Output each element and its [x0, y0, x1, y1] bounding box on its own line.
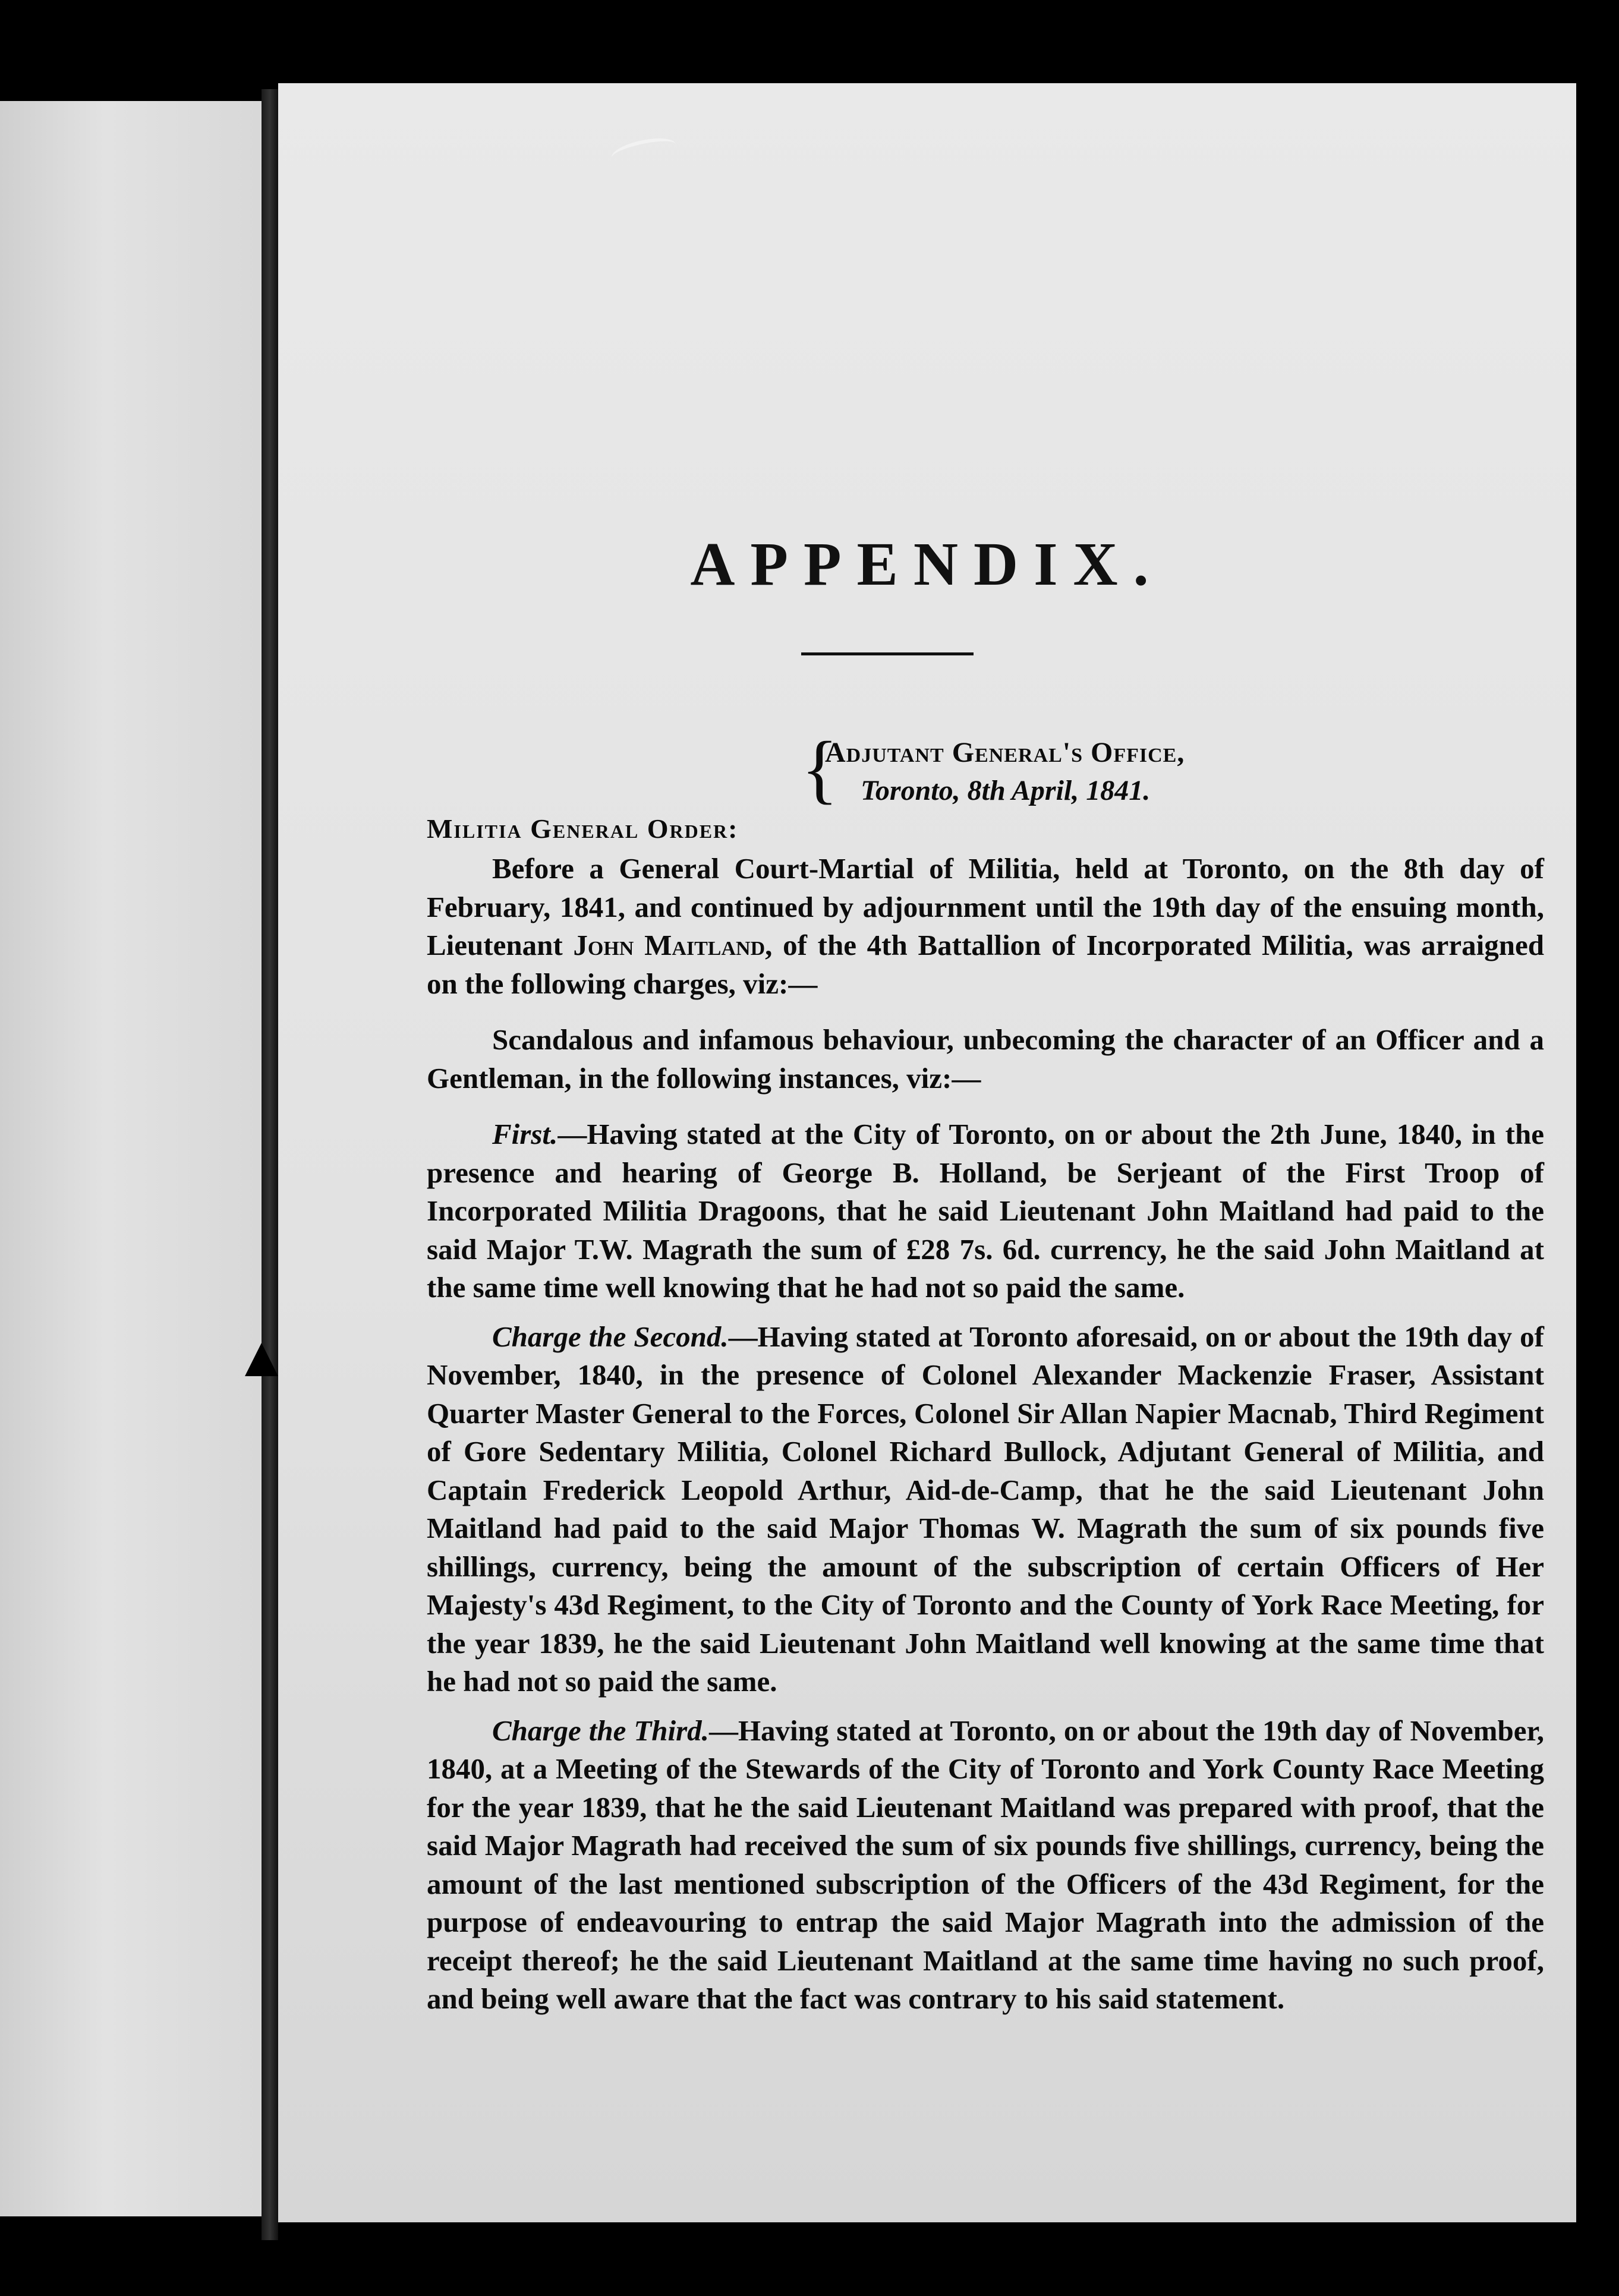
title-rule [801, 652, 974, 655]
document-body [427, 850, 1544, 2029]
page-title: APPENDIX. [690, 530, 1164, 598]
dateline-place-date: Toronto, 8th April, 1841. [861, 775, 1151, 806]
scandalous-paragraph: Scandalous and infamous behaviour, unbecoming the character of an Officer and a Gentleman, in the following instances, viz:— [427, 1023, 1544, 1095]
dateline-office: Adjutant General's Office, [825, 737, 1185, 768]
dateline [801, 726, 1185, 812]
intro-paragraph [427, 850, 1544, 1003]
third-charge-label: Charge the Third. [492, 1714, 709, 1747]
first-charge-label: First. [492, 1118, 558, 1150]
second-charge-label: Charge the Second. [492, 1320, 729, 1353]
intro-part2: , of the 4th Battallion of Incorporated Militia, was arraigned on the following charges, viz:— [427, 929, 1544, 1000]
first-charge-text: —Having stated at the City of Toronto, on or about the 2th June, 1840, in the presence and hearing of George B. Holland, be Serjeant of the First Troop of Incorporated Militia Dragoons, that he said Lieutenant John Maitland had paid to the said Major T.W. Magrath the sum of £28 7s. 6d. currency, he the said John Maitland at the same time well knowing that he had not so paid the same. [427, 1118, 1544, 1304]
brace-glyph: { [801, 726, 839, 812]
intro-part1: Before a General Court-Martial of Militia, held at Toronto, on the 8th day of February, 1841, and continued by adjournment until the 19th day of the ensuing month, Lieutenant [427, 852, 1544, 961]
first-charge-paragraph [427, 1115, 1544, 1307]
third-charge-paragraph [427, 1712, 1544, 2019]
spine-mark [245, 1343, 278, 1376]
order-heading: Militia General Order: [427, 813, 739, 844]
second-charge-paragraph [427, 1318, 1544, 1701]
third-charge-text: —Having stated at Toronto, on or about the 19th day of November, 1840, at a Meeting of the Stewards of the City of Toronto and York County Race Meeting for the year 1839, that he the said Lieutenant Maitland was prepared with proof, that the said Major Magrath had received the sum of six pounds five shillings, currency, being the amount of the last mentioned subscription of the Officers of the 43d Regiment, for the purpose of endeavouring to entrap the said Major Magrath into the admission of the receipt thereof; he the said Lieutenant Maitland at the same time having no such proof, and being well aware that the fact was contrary to his said statement. [427, 1714, 1544, 2015]
left-facing-page [0, 101, 262, 2216]
document-page [278, 83, 1576, 2222]
second-charge-text: —Having stated at Toronto aforesaid, on or about the 19th day of November, 1840, in the presence of Colonel Alexander Mackenzie Fraser, Assistant Quarter Master General to the Forces, Colonel Sir Allan Napier Macnab, Third Regiment of Gore Sedentary Militia, Colonel Richard Bullock, Adjutant General of Militia, and Captain Frederick Leopold Arthur, Aid-de-Camp, that he the said Lieutenant John Maitland had paid to the said Major Thomas W. Magrath the sum of six pounds five shillings, currency, being the amount of the subscription of certain Officers of Her Majesty's 43d Regiment, to the City of Toronto and the County of York Race Meeting, for the year 1839, he the said Lieutenant John Maitland well knowing at the same time that he had not so paid the same. [427, 1320, 1544, 1698]
top-smudge [609, 134, 678, 168]
intro-name: John Maitland [573, 929, 766, 961]
book-spine [262, 89, 278, 2240]
